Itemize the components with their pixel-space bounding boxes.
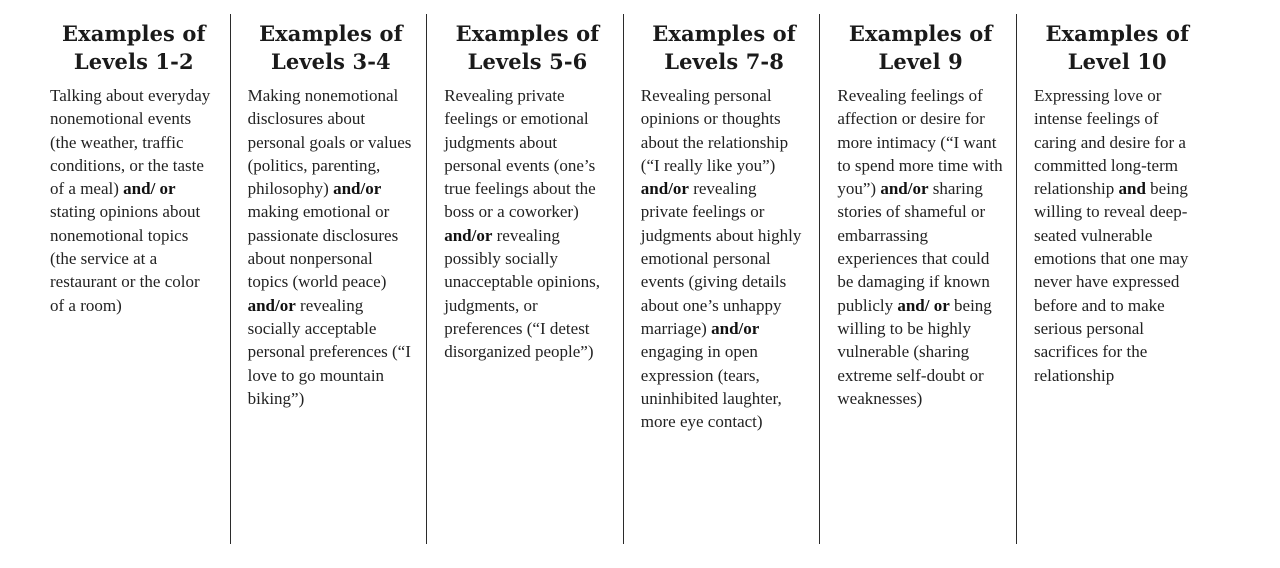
bold-connector: and/or (444, 225, 493, 245)
heading-line-2: Level 10 (1067, 49, 1167, 74)
body-text: Talking about everyday nonemotional events (the weather, traffic conditions, or the taste of a meal) (50, 86, 211, 199)
column-levels-5-6 (426, 14, 623, 544)
bold-connector: and (1118, 179, 1146, 199)
column-body (837, 84, 1004, 410)
column-level-9 (819, 14, 1016, 544)
column-levels-7-8 (623, 14, 820, 544)
bold-connector: and/ or (897, 295, 950, 315)
heading-line-2: Levels 5-6 (467, 49, 588, 74)
body-text: Making nonemotional disclosures about personal goals or values (politics, parenting, philosophy) (247, 86, 412, 199)
heading-line-2: Levels 7-8 (664, 49, 784, 74)
heading-line-1: Examples of (455, 21, 600, 46)
body-text: sharing stories of shameful or embarrassing experiences that could be damaging if known publicly (837, 179, 990, 315)
heading-line-2: Level 9 (878, 49, 963, 74)
heading-line-2: Levels 3-4 (271, 49, 391, 74)
heading-line-2: Levels 1-2 (73, 49, 194, 74)
column-levels-1-2 (33, 14, 230, 544)
column-body (444, 84, 611, 364)
heading-line-1: Examples of (61, 21, 206, 46)
bold-connector: and/or (333, 179, 382, 199)
heading-line-1: Examples of (259, 21, 403, 46)
body-text: revealing private feelings or judgments about highly emotional personal events (giving details about one’s unhappy marriage) (640, 179, 802, 338)
bold-connector: and/or (247, 295, 296, 315)
heading-line-1: Examples of (1045, 21, 1190, 46)
body-text: being willing to be highly vulnerable (sharing extreme self-doubt or weaknesses) (837, 295, 992, 408)
column-body (1034, 84, 1201, 387)
column-heading (444, 20, 611, 76)
body-text: stating opinions about nonemotional topics (the service at a restaurant or the color of a room) (50, 202, 201, 315)
heading-line-1: Examples of (652, 21, 796, 46)
column-body (641, 84, 808, 433)
body-text: revealing socially acceptable personal preferences (“I love to go mountain biking”) (247, 295, 411, 408)
body-text: Revealing feelings of affection or desire for more intimacy (“I want to spend more time with you”) (837, 86, 1003, 199)
body-text: Revealing private feelings or emotional judgments about personal events (one’s true feelings about the boss or a coworker) (444, 86, 596, 222)
column-heading (837, 20, 1004, 76)
body-text: Expressing love or intense feelings of caring and desire for a committed long-term relationship (1033, 86, 1186, 199)
column-level-10 (1016, 14, 1213, 544)
column-body (50, 84, 218, 317)
body-text: being willing to reveal deep-seated vulnerable emotions that one may never have expressed before and to make serious personal sacrifices for the relationship (1033, 179, 1189, 385)
bold-connector: and/or (880, 179, 929, 199)
bold-connector: and/or (640, 179, 689, 199)
bold-connector: and/or (711, 318, 760, 338)
body-text: revealing possibly socially unacceptable opinions, judgments, or preferences (“I detest disorganized people”) (444, 225, 600, 362)
levels-table (33, 14, 1213, 544)
column-heading (248, 20, 415, 76)
body-text: making emotional or passionate disclosures about nonpersonal topics (world peace) (247, 202, 399, 292)
body-text: engaging in open expression (tears, uninhibited laughter, more eye contact) (640, 342, 782, 432)
column-levels-3-4 (230, 14, 427, 544)
bold-connector: and/ or (123, 179, 176, 199)
heading-line-1: Examples of (848, 21, 993, 46)
column-heading (641, 20, 808, 76)
column-body (248, 84, 415, 410)
body-text: Revealing personal opinions or thoughts about the relationship (“I really like you”) (640, 86, 789, 175)
column-heading (1034, 20, 1201, 76)
column-heading (50, 20, 218, 76)
